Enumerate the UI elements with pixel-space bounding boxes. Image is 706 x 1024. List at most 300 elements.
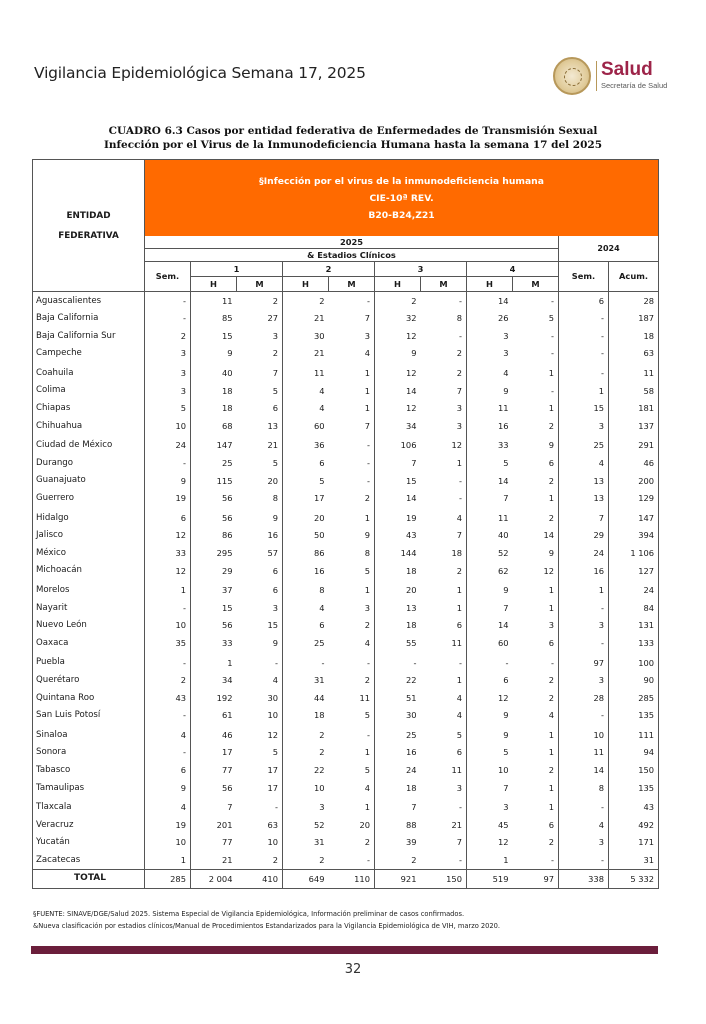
cell-value: 7: [329, 417, 375, 435]
cell-value: 21: [421, 816, 467, 834]
cell-value: 1: [513, 779, 559, 797]
table-row: [33, 527, 659, 545]
table-row: [33, 851, 659, 869]
cases-table: [32, 159, 659, 889]
cell-value: 2: [145, 327, 191, 345]
cell-value: -: [559, 707, 609, 725]
cell-value: 62: [467, 562, 513, 580]
cell-value: -: [145, 599, 191, 617]
cell-value: 29: [191, 562, 237, 580]
cell-value: 34: [375, 417, 421, 435]
table-row: [33, 400, 659, 418]
cell-value: 63: [609, 345, 659, 363]
cell-value: 2: [329, 834, 375, 852]
cell-value: 6: [283, 617, 329, 635]
cell-value: 1: [513, 744, 559, 762]
cell-value: 3: [467, 327, 513, 345]
cell-value: -: [237, 799, 283, 817]
cell-value: 11: [467, 400, 513, 418]
cell-value: 20: [375, 582, 421, 600]
cell-value: 60: [467, 634, 513, 652]
disease-header: [145, 160, 659, 237]
cell-value: 21: [237, 437, 283, 455]
cell-value: 394: [609, 527, 659, 545]
cell-value: 9: [329, 527, 375, 545]
cell-value: 2: [513, 472, 559, 490]
cell-value: 187: [609, 310, 659, 328]
entidad-name: Tlaxcala: [33, 799, 145, 817]
entidad-name: Tabasco: [33, 761, 145, 779]
cell-value: 6: [237, 582, 283, 600]
cell-value: 52: [283, 816, 329, 834]
cell-value: 1: [513, 799, 559, 817]
entidad-name: Jalisco: [33, 527, 145, 545]
cell-value: 10: [237, 834, 283, 852]
cell-value: 18: [421, 544, 467, 562]
cell-value: 9: [513, 437, 559, 455]
cell-value: -: [329, 851, 375, 869]
entidad-header-line1: ENTIDAD: [66, 210, 111, 221]
cell-value: 2: [237, 345, 283, 363]
cell-value: 1: [513, 726, 559, 744]
cell-value: -: [237, 654, 283, 672]
cell-value: 6: [559, 292, 609, 310]
cell-value: 115: [191, 472, 237, 490]
table-row: [33, 490, 659, 508]
cell-value: 17: [237, 761, 283, 779]
cell-value: 285: [145, 870, 191, 889]
cell-value: 16: [467, 417, 513, 435]
cell-value: 8: [237, 490, 283, 508]
cell-value: 127: [609, 562, 659, 580]
m-header: M: [237, 277, 283, 292]
cell-value: 5 332: [609, 870, 659, 889]
cell-value: 6: [237, 562, 283, 580]
cell-value: 2: [513, 671, 559, 689]
cell-value: 40: [191, 364, 237, 382]
cell-value: 15: [191, 599, 237, 617]
cell-value: 2: [421, 562, 467, 580]
cell-value: 3: [421, 400, 467, 418]
cell-value: 45: [467, 816, 513, 834]
cell-value: 3: [237, 599, 283, 617]
cell-value: 14: [467, 472, 513, 490]
cell-value: 11: [559, 744, 609, 762]
estadios-header: & Estadios Clínicos: [145, 249, 559, 262]
h-header: H: [467, 277, 513, 292]
cell-value: 13: [559, 490, 609, 508]
cell-value: 295: [191, 544, 237, 562]
cell-value: 131: [609, 617, 659, 635]
cell-value: 10: [145, 417, 191, 435]
cell-value: 61: [191, 707, 237, 725]
table-caption-line2: Infección por el Virus de la Inmunodeficiencia Humana hasta la semana 17 del 2025: [103, 139, 603, 151]
cell-value: -: [559, 799, 609, 817]
cell-value: 6: [467, 671, 513, 689]
cell-value: 11: [609, 364, 659, 382]
cell-value: 4: [421, 689, 467, 707]
cell-value: 2: [145, 671, 191, 689]
cell-value: 111: [609, 726, 659, 744]
cell-value: 1: [513, 364, 559, 382]
entidad-name: Veracruz: [33, 816, 145, 834]
cell-value: 58: [609, 382, 659, 400]
cell-value: 1: [513, 400, 559, 418]
cell-value: 6: [145, 761, 191, 779]
cell-value: 43: [375, 527, 421, 545]
disease-codes: B20-B24,Z21: [368, 209, 435, 221]
cell-value: 2: [329, 490, 375, 508]
cell-value: 31: [283, 834, 329, 852]
cell-value: 28: [559, 689, 609, 707]
cell-value: 68: [191, 417, 237, 435]
cell-value: 100: [609, 654, 659, 672]
cell-value: 4: [513, 707, 559, 725]
cell-value: 10: [467, 761, 513, 779]
cell-value: 6: [513, 634, 559, 652]
cell-value: 1 106: [609, 544, 659, 562]
cell-value: 2: [237, 851, 283, 869]
cell-value: -: [421, 327, 467, 345]
table-caption-line1: CUADRO 6.3 Casos por entidad federativa de Enfermedades de Transmisión Sexual: [108, 125, 598, 137]
cell-value: 15: [559, 400, 609, 418]
cell-value: 43: [145, 689, 191, 707]
cell-value: 144: [375, 544, 421, 562]
cell-value: -: [559, 327, 609, 345]
cell-value: 13: [559, 472, 609, 490]
cell-value: -: [513, 345, 559, 363]
entidad-name: Campeche: [33, 345, 145, 363]
cell-value: 201: [191, 816, 237, 834]
cell-value: 11: [283, 364, 329, 382]
cell-value: 12: [145, 562, 191, 580]
cell-value: 30: [375, 707, 421, 725]
cell-value: 6: [145, 509, 191, 527]
cell-value: 10: [237, 707, 283, 725]
cell-value: -: [145, 292, 191, 310]
cell-value: 2: [421, 345, 467, 363]
cell-value: 5: [283, 472, 329, 490]
cell-value: 56: [191, 490, 237, 508]
cell-value: 1: [329, 382, 375, 400]
cell-value: 12: [145, 527, 191, 545]
cell-value: 5: [329, 761, 375, 779]
cell-value: 1: [421, 454, 467, 472]
entidad-name: Guanajuato: [33, 472, 145, 490]
cell-value: 2: [237, 292, 283, 310]
national-seal-icon: [553, 57, 591, 95]
cell-value: -: [559, 310, 609, 328]
cell-value: 86: [283, 544, 329, 562]
cell-value: 1: [559, 382, 609, 400]
cell-value: 1: [329, 799, 375, 817]
h-header: H: [283, 277, 329, 292]
cell-value: 86: [191, 527, 237, 545]
acum-2024-header: Acum.: [609, 262, 659, 292]
table-row: [33, 364, 659, 382]
footer-bar: [31, 946, 658, 954]
cell-value: 2: [283, 851, 329, 869]
cell-value: -: [559, 364, 609, 382]
table-row: [33, 726, 659, 744]
table-row: [33, 417, 659, 435]
cell-value: 44: [283, 689, 329, 707]
entidad-name: Yucatán: [33, 834, 145, 852]
cell-value: 3: [559, 617, 609, 635]
cell-value: 2: [513, 417, 559, 435]
cell-value: 7: [191, 799, 237, 817]
cell-value: 14: [375, 490, 421, 508]
cell-value: 25: [375, 726, 421, 744]
cell-value: 39: [375, 834, 421, 852]
stage-3-header: 3: [375, 262, 467, 277]
cell-value: 921: [375, 870, 421, 889]
cell-value: 5: [237, 744, 283, 762]
total-row: [33, 870, 659, 889]
cell-value: 4: [421, 509, 467, 527]
cell-value: 17: [191, 744, 237, 762]
table-row: [33, 779, 659, 797]
cell-value: 24: [145, 437, 191, 455]
entidad-name: Durango: [33, 454, 145, 472]
cell-value: -: [329, 437, 375, 455]
cell-value: 14: [375, 382, 421, 400]
cell-value: 15: [375, 472, 421, 490]
cell-value: 34: [191, 671, 237, 689]
cell-value: 9: [513, 544, 559, 562]
cell-value: 11: [329, 689, 375, 707]
entidad-name: Quintana Roo: [33, 689, 145, 707]
cell-value: 4: [237, 671, 283, 689]
cell-value: 31: [283, 671, 329, 689]
cell-value: 7: [375, 454, 421, 472]
cell-value: -: [329, 292, 375, 310]
cell-value: 5: [467, 454, 513, 472]
cell-value: 12: [421, 437, 467, 455]
cell-value: 16: [375, 744, 421, 762]
entidad-name: Nayarit: [33, 599, 145, 617]
cell-value: 200: [609, 472, 659, 490]
cell-value: 32: [375, 310, 421, 328]
cell-value: 18: [191, 400, 237, 418]
cell-value: 171: [609, 834, 659, 852]
cell-value: 14: [559, 761, 609, 779]
document-title: Vigilancia Epidemiológica Semana 17, 2025: [34, 64, 366, 82]
cell-value: 97: [513, 870, 559, 889]
table-row: [33, 345, 659, 363]
cell-value: 50: [283, 527, 329, 545]
cell-value: 14: [467, 617, 513, 635]
entidad-name: Morelos: [33, 582, 145, 600]
cell-value: 11: [421, 761, 467, 779]
cell-value: 24: [375, 761, 421, 779]
entidad-name: Guerrero: [33, 490, 145, 508]
cell-value: 1: [191, 654, 237, 672]
cell-value: 85: [191, 310, 237, 328]
cell-value: 52: [467, 544, 513, 562]
cell-value: 6: [237, 400, 283, 418]
cell-value: 29: [559, 527, 609, 545]
cell-value: 7: [237, 364, 283, 382]
entidad-name: Michoacán: [33, 562, 145, 580]
h-header: H: [375, 277, 421, 292]
cell-value: 4: [145, 726, 191, 744]
cell-value: 9: [237, 509, 283, 527]
cell-value: 1: [513, 490, 559, 508]
table-row: [33, 816, 659, 834]
table-row: [33, 544, 659, 562]
cell-value: 6: [421, 617, 467, 635]
cell-value: 1: [329, 744, 375, 762]
cell-value: -: [559, 851, 609, 869]
cell-value: 3: [559, 834, 609, 852]
cell-value: 20: [329, 816, 375, 834]
table-row: [33, 310, 659, 328]
cell-value: 1: [467, 851, 513, 869]
cell-value: 12: [513, 562, 559, 580]
cell-value: 11: [191, 292, 237, 310]
cell-value: -: [329, 472, 375, 490]
cell-value: 18: [375, 617, 421, 635]
cell-value: 7: [467, 779, 513, 797]
entidad-name: Aguascalientes: [33, 292, 145, 310]
entidad-name: Chihuahua: [33, 417, 145, 435]
cell-value: 22: [283, 761, 329, 779]
cell-value: 2: [513, 761, 559, 779]
stage-1-header: 1: [191, 262, 283, 277]
stage-4-header: 4: [467, 262, 559, 277]
table-row: [33, 707, 659, 725]
cell-value: 36: [283, 437, 329, 455]
m-header: M: [329, 277, 375, 292]
cell-value: 4: [145, 799, 191, 817]
cell-value: 2: [329, 617, 375, 635]
cell-value: 9: [375, 345, 421, 363]
cell-value: 12: [375, 364, 421, 382]
entidad-name: San Luis Potosí: [33, 707, 145, 725]
entidad-name: Puebla: [33, 654, 145, 672]
table-row: [33, 509, 659, 527]
cell-value: 133: [609, 634, 659, 652]
cell-value: 27: [237, 310, 283, 328]
footnote-source: §FUENTE: SINAVE/DGE/Salud 2025. Sistema Especial de Vigilancia Epidemiológica, Información preliminar de casos confirmados.: [33, 910, 465, 918]
logo-divider: [596, 61, 597, 91]
cell-value: 5: [237, 382, 283, 400]
cell-value: 8: [421, 310, 467, 328]
table-row: [33, 562, 659, 580]
table-row: [33, 671, 659, 689]
cell-value: 3: [145, 345, 191, 363]
cell-value: 2: [421, 364, 467, 382]
cell-value: 649: [283, 870, 329, 889]
cell-value: -: [513, 654, 559, 672]
cell-value: 9: [467, 707, 513, 725]
cell-value: 2: [513, 509, 559, 527]
cell-value: 37: [191, 582, 237, 600]
cell-value: 9: [467, 726, 513, 744]
sem-2025-header: Sem.: [145, 262, 191, 292]
table-row: [33, 382, 659, 400]
cell-value: 1: [329, 364, 375, 382]
cell-value: 150: [609, 761, 659, 779]
entidad-name: Nuevo León: [33, 617, 145, 635]
cell-value: 9: [191, 345, 237, 363]
cell-value: 5: [329, 707, 375, 725]
cell-value: 1: [145, 582, 191, 600]
cell-value: 3: [559, 417, 609, 435]
cell-value: 10: [145, 834, 191, 852]
cell-value: 16: [237, 527, 283, 545]
cell-value: -: [329, 726, 375, 744]
cell-value: 11: [467, 509, 513, 527]
cell-value: 46: [191, 726, 237, 744]
cell-value: 3: [467, 345, 513, 363]
cell-value: 77: [191, 834, 237, 852]
cell-value: 4: [329, 345, 375, 363]
cell-value: 5: [329, 562, 375, 580]
cell-value: 3: [513, 617, 559, 635]
cell-value: -: [513, 292, 559, 310]
footnote-classification: &Nueva clasificación por estadios clínicos/Manual de Procedimientos Estandarizados para la Vigilancia Epidemiológica de VIH, marzo 2020.: [33, 921, 501, 930]
cell-value: 3: [421, 779, 467, 797]
cell-value: 1: [329, 400, 375, 418]
cell-value: 7: [421, 382, 467, 400]
cell-value: 94: [609, 744, 659, 762]
cell-value: 137: [609, 417, 659, 435]
cell-value: 181: [609, 400, 659, 418]
cell-value: -: [559, 345, 609, 363]
cell-value: -: [421, 654, 467, 672]
cell-value: 5: [513, 310, 559, 328]
table-row: [33, 292, 659, 310]
cell-value: 8: [283, 582, 329, 600]
entidad-name: Oaxaca: [33, 634, 145, 652]
cell-value: 1: [513, 599, 559, 617]
disease-cie: CIE-10ª REV.: [369, 192, 434, 204]
cell-value: 97: [559, 654, 609, 672]
cell-value: 5: [467, 744, 513, 762]
cell-value: 33: [145, 544, 191, 562]
cell-value: 1: [421, 582, 467, 600]
entidad-header: [33, 160, 145, 292]
cell-value: 21: [283, 345, 329, 363]
cell-value: 28: [609, 292, 659, 310]
cell-value: 338: [559, 870, 609, 889]
cell-value: 129: [609, 490, 659, 508]
cell-value: 51: [375, 689, 421, 707]
cell-value: 10: [145, 617, 191, 635]
salud-logo: [553, 57, 683, 95]
cell-value: 1: [513, 582, 559, 600]
cell-value: -: [283, 654, 329, 672]
cell-value: 150: [421, 870, 467, 889]
cell-value: 63: [237, 816, 283, 834]
cell-value: -: [421, 292, 467, 310]
cell-value: 35: [145, 634, 191, 652]
cell-value: 2: [329, 671, 375, 689]
entidad-name: Querétaro: [33, 671, 145, 689]
cell-value: 90: [609, 671, 659, 689]
cell-value: 2: [513, 834, 559, 852]
cell-value: 147: [191, 437, 237, 455]
cell-value: 19: [145, 490, 191, 508]
year-2024-header: 2024: [559, 236, 659, 262]
cell-value: -: [145, 654, 191, 672]
h-header: H: [191, 277, 237, 292]
cell-value: 147: [609, 509, 659, 527]
entidad-name: Sinaloa: [33, 726, 145, 744]
cell-value: 5: [421, 726, 467, 744]
